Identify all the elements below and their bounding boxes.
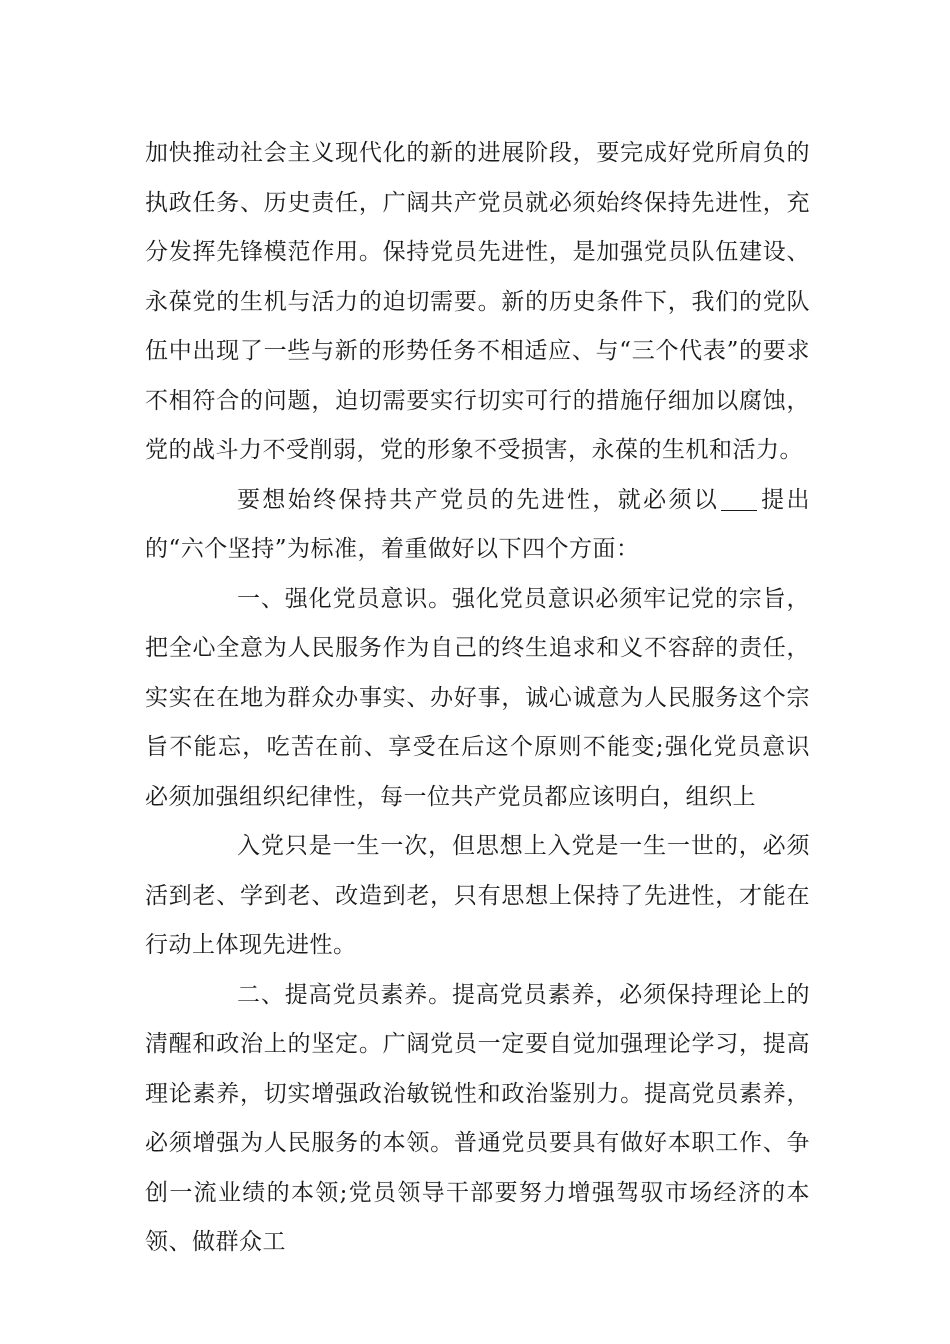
paragraph-2: [145, 476, 810, 575]
paragraph-3-text: 一、强化党员意识。强化党员意识必须牢记党的宗旨，把全心全意为人民服务作为自己的终生追求和义不容辞的责任，实实在在地为群众办事实、办好事，诚心诚意为人民服务这个宗旨不能忘，吃苦在前、享受在后这个原则不能变;强化党员意识必须加强组织纪律性，每一位共产党员都应该明白，组织上: [145, 585, 810, 810]
paragraph-2-text-before: 要想始终保持共产党员的先进性，就必须以: [237, 486, 720, 513]
fill-in-blank: [721, 487, 757, 511]
document-body: [145, 129, 810, 1268]
paragraph-3: [145, 575, 810, 823]
paragraph-2-text-after: 提出的“六个坚持”为标准，着重做好以下四个方面：: [145, 486, 811, 562]
paragraph-4-text: 入党只是一生一次，但思想上入党是一生一世的，必须活到老、学到老、改造到老，只有思想上保持了先进性，才能在行动上体现先进性。: [145, 833, 810, 958]
paragraph-1-text: 加快推动社会主义现代化的新的进展阶段，要完成好党所肩负的执政任务、历史责任，广阔共产党员就必须始终保持先进性，充分发挥先锋模范作用。保持党员先进性，是加强党员队伍建设、永葆党的生机与活力的迫切需要。新的历史条件下，我们的党队伍中出现了一些与新的形势任务不相适应、与“三个代表”的要求不相符合的问题，迫切需要实行切实可行的措施仔细加以腐蚀，党的战斗力不受削弱，党的形象不受损害，永葆的生机和活力。: [145, 140, 810, 463]
paragraph-4: [145, 822, 810, 971]
paragraph-1: [145, 129, 810, 476]
paragraph-5-text: 二、提高党员素养。提高党员素养，必须保持理论上的清醒和政治上的坚定。广阔党员一定要自觉加强理论学习，提高理论素养，切实增强政治敏锐性和政治鉴别力。提高党员素养，必须增强为人民服务的本领。普通党员要具有做好本职工作、争创一流业绩的本领;党员领导干部要努力增强驾驭市场经济的本领、做群众工: [145, 981, 810, 1255]
paragraph-5: [145, 971, 810, 1268]
